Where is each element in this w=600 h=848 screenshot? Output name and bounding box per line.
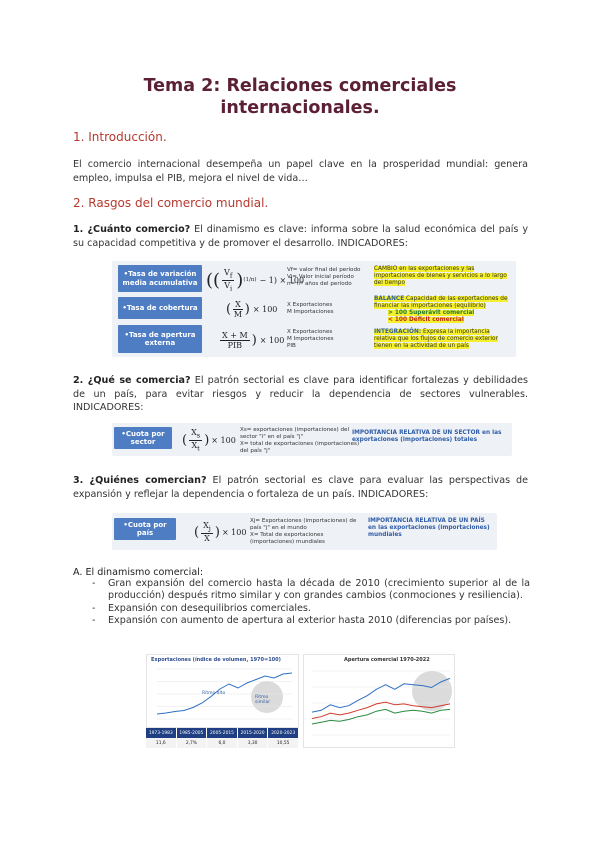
indicator-formula: (( $\frac{V_f}{V_i}$ ) (1/n) − 1) × 100 — [206, 267, 305, 293]
indicator-note: IMPORTANCIA RELATIVA DE UN PAÍS en las exportaciones (importaciones) mundiales — [368, 518, 490, 538]
question-3-text: El patrón sectorial es clave para evaluar las perspectivas de expansión y reflejar la dependencia o fortaleza de un país. INDICADORES: — [73, 475, 529, 500]
table-cell: 11,6 — [146, 738, 177, 748]
indicator-vars: X Exportaciones M Importaciones — [287, 302, 334, 315]
indicator-label: •Tasa de cobertura — [118, 297, 202, 319]
list-item: - Expansión con desequilibrios comerciales. — [92, 603, 530, 615]
indicator-label: •Cuota por sector — [114, 427, 172, 449]
indicator-note: BALANCE Capacidad de las exportaciones de financiar las importaciones (equilibrio) > 100 Superávit comercial < 100 Déficit comercial — [374, 296, 508, 323]
page-title — [0, 75, 600, 119]
indicator-label: •Cuota por país — [114, 518, 176, 540]
series-line-2 — [312, 709, 450, 724]
indicator-vars: X Exportaciones M Importaciones PIB — [287, 329, 334, 349]
question-3-lead: 3. ¿Quiénes comercian? — [73, 475, 207, 486]
question-3 — [73, 474, 528, 501]
indicator-label: •Tasa de apertura externa — [118, 325, 202, 353]
table-cell: 2,7% — [177, 738, 208, 748]
indicator-formula-tail: × 100 — [252, 304, 278, 314]
exports-chart-svg — [147, 663, 300, 729]
bullet-list — [92, 578, 530, 628]
indicator-formula: ( $\frac{X_s}{X_t}$ ) × 100 — [182, 427, 236, 453]
indicator-sector-box — [112, 423, 512, 456]
indicator-vars: Xj= Exportaciones (importaciones) de país "j" en el mundo X= Total de exportaciones (importaciones) mundiales — [250, 518, 357, 545]
section-1-heading: 1. Introducción. — [73, 130, 167, 144]
openness-chart-title: Apertura comercial 1970-2022 — [344, 657, 430, 663]
table-header: 2020-2023 — [268, 728, 299, 738]
indicator-formula-tail: − 1) × 100 — [259, 275, 305, 285]
table-header: 2015-2020 — [238, 728, 269, 738]
indicator-formula: $\frac{X + M}{\text{PIB}}$ ) × 100 — [222, 330, 285, 350]
indicator-note: INTEGRACIÓN: Expresa la importancia relativa que los flujos de comercio exterior tienen en la actividad de un país — [374, 329, 498, 349]
openness-chart-svg — [304, 663, 456, 749]
section-2-heading: 2. Rasgos del comercio mundial. — [73, 196, 269, 210]
table-cell: 6,0 — [207, 738, 238, 748]
list-item: - Gran expansión del comercio hasta la década de 2010 (crecimiento superior al de la producción) después ritmo similar y con grandes cambios (conmociones y resiliencia). — [92, 578, 530, 603]
table-cell: 3,30 — [238, 738, 269, 748]
exports-chart-title: Exportaciones (índice de volumen, 1970=100) — [151, 657, 281, 663]
annot-ritmo-alto: Ritmo alto — [202, 691, 226, 696]
indicator-label: •Tasa de variación media acumulativa — [118, 265, 202, 292]
list-item: - Expansión con aumento de apertura al exterior hasta 2010 (diferencias por países). — [92, 615, 530, 627]
question-2-lead: 2. ¿Qué se comercia? — [73, 375, 191, 386]
question-1-lead: 1. ¿Cuánto comercio? — [73, 224, 191, 235]
openness-chart — [303, 654, 455, 748]
subsection-a-heading: A. El dinamismo comercial: — [73, 567, 204, 578]
table-cell: 10,55 — [268, 738, 299, 748]
indicator-note: IMPORTANCIA RELATIVA DE UN SECTOR en las exportaciones (importaciones) totales — [352, 430, 502, 443]
exports-chart — [146, 654, 299, 728]
question-2-text: El patrón sectorial es clave para identificar fortalezas y debilidades de un país, para evitar riesgos y reducir la dependencia de sectores vulnerables. INDICADORES: — [73, 375, 528, 414]
title-line-1: Tema 2: Relaciones comerciales — [143, 76, 457, 96]
question-1-text: El dinamismo es clave: informa sobre la salud económica del país y su capacidad competitiva y de promover el desarrollo. INDICADORES: — [73, 224, 528, 249]
indicator-vars: Xs= exportaciones (importaciones) del sector "i" en el país "j" X= total de exportaciones (importaciones) del país "j" — [240, 427, 360, 454]
indicator-country-box — [112, 513, 497, 550]
indicator-note: CAMBIO en las exportaciones y las importaciones de bienes y servicios a lo largo del tiempo — [374, 266, 507, 286]
table-header: 1973-1983 — [146, 728, 177, 738]
indicator-formula-tail: × 100 — [259, 335, 285, 345]
title-line-2: internacionales. — [220, 98, 380, 118]
question-1 — [73, 223, 528, 250]
indicator-formula: ( $\frac{X}{M}$ ) × 100 — [226, 299, 278, 319]
table-header: 2005-2015 — [207, 728, 238, 738]
indicator-formula: ( $\frac{X_j}{X}$ ) × 100 — [194, 521, 247, 543]
section-1-text: El comercio internacional desempeña un papel clave en la prosperidad mundial: genera empleo, impulsa el PIB, mejora el nivel de vida… — [73, 159, 528, 184]
table-header: 1985-2005 — [177, 728, 208, 738]
question-2 — [73, 374, 528, 415]
indicator-vars: Vf= valor final del período Vi= Valor inicial período n= nº años del período — [287, 267, 361, 287]
annot-ritmo-similar: Ritmo similar — [255, 695, 271, 705]
indicators-quantity-box — [112, 261, 516, 357]
growth-table — [146, 728, 299, 748]
